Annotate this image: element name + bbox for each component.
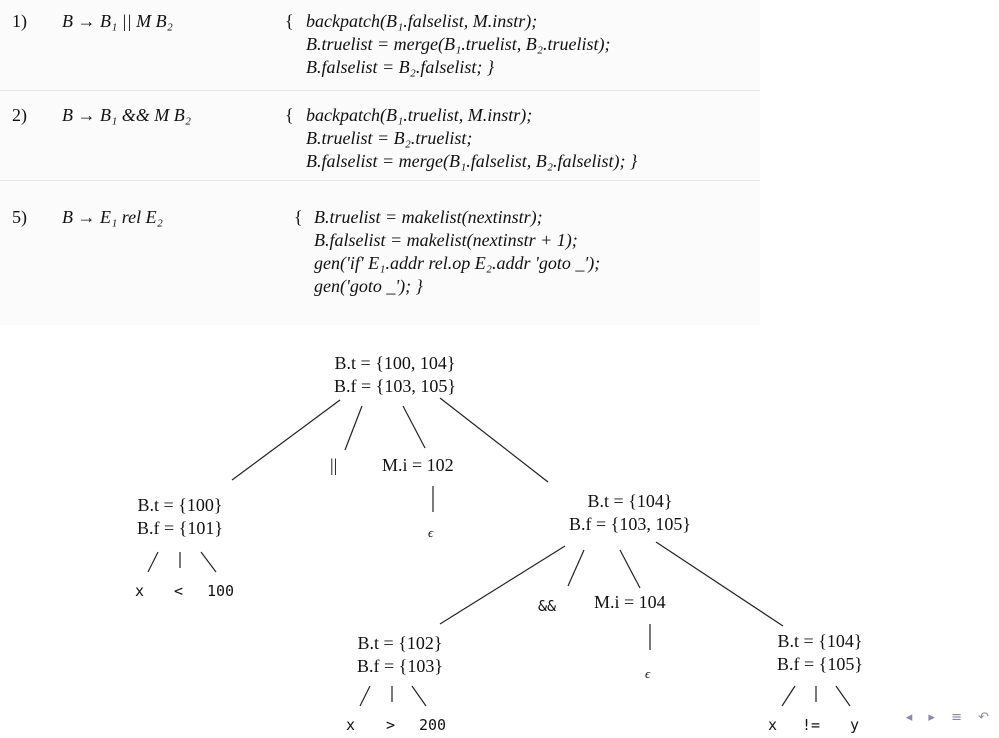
or-operator: ||: [330, 455, 338, 475]
root-node: [315, 352, 475, 398]
open-brace: {: [294, 207, 303, 227]
marker-m1: M.i = 102: [382, 455, 454, 475]
slide-nav[interactable]: ◂ ▸ ≡ ↶: [905, 710, 995, 725]
open-brace: {: [285, 105, 294, 125]
action-line: backpatch(B₁.truelist, M.instr);: [306, 105, 533, 125]
edge: [345, 406, 362, 450]
falselist-label: B.f = {103, 105}: [334, 376, 456, 396]
rule-production: B → E₁ rel E₂: [62, 207, 163, 227]
token: x: [768, 716, 778, 734]
edge: [568, 550, 584, 586]
token: y: [850, 716, 860, 734]
action-line: B.falselist = B₂.falselist; }: [306, 57, 495, 77]
action-line: B.truelist = B₂.truelist;: [306, 128, 473, 148]
truelist-label: B.t = {100, 104}: [334, 353, 456, 373]
left-node: [110, 494, 250, 540]
falselist-label: B.f = {103, 105}: [569, 514, 691, 534]
action-line: B.truelist = makelist(nextinstr);: [314, 207, 543, 227]
action-line: gen('goto _'); }: [314, 276, 423, 296]
truelist-label: B.t = {104}: [587, 491, 673, 511]
token: x: [135, 582, 145, 600]
edge: [403, 406, 425, 448]
action-line: backpatch(B₁.falselist, M.instr);: [306, 11, 538, 31]
edge: [360, 686, 370, 706]
action-line: gen('if' E₁.addr rel.op E₂.addr 'goto _');: [314, 253, 601, 273]
token: <: [174, 582, 184, 600]
truelist-label: B.t = {104}: [777, 631, 863, 651]
rule-number: 5): [12, 207, 27, 227]
epsilon-1: ϵ: [428, 525, 434, 540]
token: >: [386, 716, 396, 734]
edge: [782, 686, 795, 706]
action-line: B.truelist = merge(B₁.truelist, B₂.truelist);: [306, 34, 611, 54]
edge: [201, 552, 216, 572]
falselist-label: B.f = {105}: [777, 654, 863, 674]
truelist-label: B.t = {100}: [137, 495, 223, 515]
rule-production: B → B₁ || M B₂: [62, 11, 173, 31]
rule-number: 2): [12, 105, 27, 125]
edge: [148, 552, 158, 572]
rule-number: 1): [12, 11, 27, 31]
epsilon-2: ϵ: [645, 666, 651, 681]
open-brace: {: [285, 11, 294, 31]
token: !=: [802, 716, 821, 734]
rl-node: [330, 632, 470, 678]
edge: [440, 398, 548, 482]
edge: [656, 542, 783, 626]
falselist-label: B.f = {103}: [357, 656, 443, 676]
truelist-label: B.t = {102}: [357, 633, 443, 653]
action-line: B.falselist = merge(B₁.falselist, B₂.falselist); }: [306, 151, 638, 171]
marker-m2: M.i = 104: [594, 592, 666, 612]
token: 200: [419, 716, 447, 734]
falselist-label: B.f = {101}: [137, 518, 223, 538]
right-node: [540, 490, 720, 536]
edge: [232, 400, 340, 480]
edge: [836, 686, 850, 706]
edge: [620, 550, 640, 588]
rr-node: [755, 630, 885, 676]
and-operator: &&: [538, 597, 557, 615]
rule-production: B → B₁ && M B₂: [62, 105, 191, 125]
token: 100: [207, 582, 235, 600]
action-line: B.falselist = makelist(nextinstr + 1);: [314, 230, 578, 250]
token: x: [346, 716, 356, 734]
edge: [412, 686, 426, 706]
